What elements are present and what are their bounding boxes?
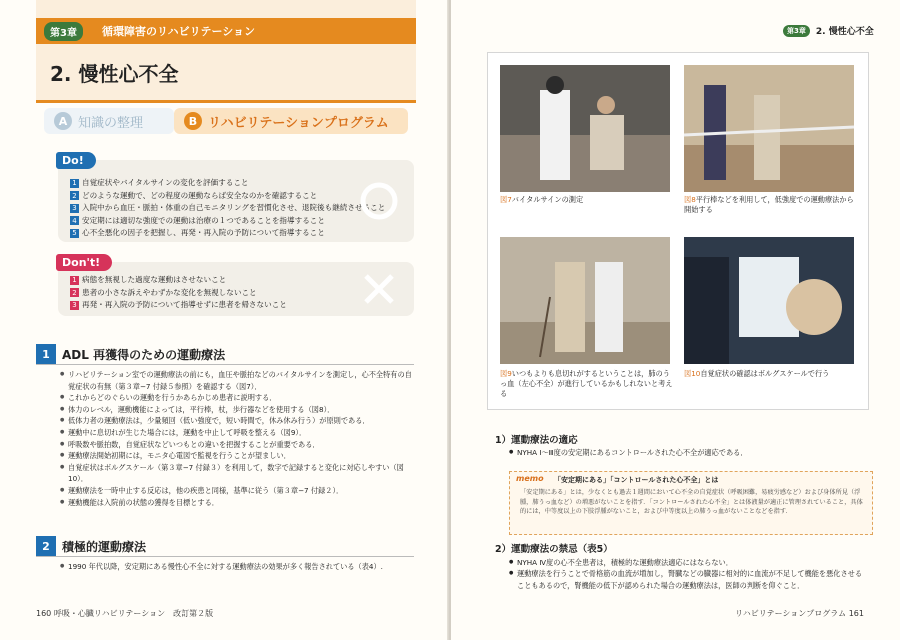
photo-walking-image	[500, 237, 670, 364]
figure-text: いつもよりも息切れがするということは，肺のうっ血（左心不全）が進行しているかもしれないと考える	[500, 369, 673, 398]
figure-text: 平行棒などを利用して，低強度での運動療法から開始する	[684, 195, 854, 214]
do-text: 自覚症状やバイタルサインの変化を評価すること	[82, 178, 249, 187]
subheading-contraindication: 2）運動療法の禁忌（表5）	[495, 544, 613, 555]
dont-list	[70, 274, 287, 312]
adl-item: ● 自覚症状はボルグスケール（第３章−7 付録３）を利用して，数字で記録すると変化に対応しやすい（図10）．	[60, 462, 415, 485]
photo-fig9	[500, 237, 670, 364]
chapter-title: 循環障害のリハビリテーション	[102, 25, 256, 38]
memo-title: 「安定期にある」「コントロールされた心不全」とは	[554, 476, 719, 484]
tab-b-label: リハビリテーションプログラム	[208, 115, 389, 131]
left-footer	[36, 608, 213, 619]
chapter-header	[36, 0, 416, 103]
contraindication-item: ● NYHA Ⅳ度の心不全患者は，積極的な運動療法適応にはならない．	[509, 557, 869, 568]
chapter-tag: 第3章	[44, 22, 83, 41]
adl-item: ● 運動中に息切れが生じた場合には，運動を中止して呼吸を整える（図9）．	[60, 427, 415, 439]
figure-text: 自覚症状の確認はボルグスケールで行う	[700, 369, 830, 378]
tab-program	[174, 108, 408, 134]
heading-title: 積極的運動療法	[62, 540, 147, 554]
footer-title: 呼吸・心臓リハビリテーション 改訂第２版	[53, 609, 214, 618]
active-item: ● 1990 年代以降，安定期にある慢性心不全に対する運動療法の効果が多く報告されている（表4）.	[60, 561, 415, 573]
dont-box	[58, 256, 414, 316]
figure-number: 図7	[500, 195, 512, 204]
contraindication-item: ● 運動療法を行うことで骨格筋の血流が増加し，腎臓などの臓器に相対的に血流が不足して機能を悪化させることもあるので，腎機能の低下が認められた場合の運動療法は，医師の判断を仰ぐこと．	[509, 568, 869, 591]
left-page	[0, 0, 449, 640]
adl-item: ● 呼吸数や脈拍数，自覚症状などいつもとの違いを把握することが重要である．	[60, 439, 415, 451]
do-num: 2	[70, 191, 79, 200]
heading-num: 1	[36, 344, 56, 364]
dont-item	[70, 299, 287, 312]
footer-title: リハビリテーションプログラム	[734, 609, 847, 618]
do-text: どのような運動で、どの程度の運動ならば安全なのかを確認すること	[82, 190, 318, 200]
dont-text: 患者の小さな訴えやわずかな変化を無視しないこと	[82, 287, 257, 297]
heading-title: ADL 再獲得のための運動療法	[62, 348, 226, 362]
header-tag: 第3章	[783, 25, 810, 37]
running-header	[783, 24, 874, 37]
do-item	[70, 227, 385, 240]
dont-text: 再発・再入院の予防について指導せずに患者を帰さないこと	[82, 300, 287, 309]
adl-item: ● 低体力者の運動療法は，少量頻回（低い強度で，短い時間で，休み休み行う）が原則である．	[60, 415, 415, 427]
dont-text: 病態を無視した過度な運動はさせないこと	[82, 275, 227, 284]
subheading-indication: 1）運動療法の適応	[495, 435, 578, 446]
dont-num: 3	[70, 301, 79, 310]
do-label: Do!	[56, 152, 96, 169]
heading-active	[36, 536, 414, 557]
figure-number: 図9	[500, 369, 512, 378]
photo-fig10	[684, 237, 854, 364]
cross-icon	[358, 268, 400, 310]
indication-item: ● NYHA Ⅰ～Ⅲ度の安定期にあるコントロールされた心不全が適応である．	[509, 447, 869, 458]
do-num: 1	[70, 179, 79, 188]
right-footer	[735, 608, 864, 619]
photo-vitals-image	[500, 65, 670, 192]
caption-fig8	[684, 195, 860, 215]
caption-fig7	[500, 195, 676, 205]
heading-num: 2	[36, 536, 56, 556]
adl-item: ● 体力のレベル，運動機能によっては，平行棒，杖，歩行器などを使用する（図8）．	[60, 404, 415, 416]
dont-item	[70, 287, 287, 300]
dont-num: 1	[70, 276, 79, 285]
dont-item	[70, 274, 287, 287]
active-list	[60, 561, 415, 573]
tab-a-badge: A	[54, 112, 72, 130]
circle-icon	[358, 180, 400, 222]
do-item	[70, 190, 385, 203]
do-item	[70, 177, 385, 190]
photo-fig8	[684, 65, 854, 192]
adl-list	[60, 369, 415, 508]
dont-num: 2	[70, 288, 79, 297]
photo-parallel-bars-image	[684, 65, 854, 192]
do-box	[58, 154, 414, 242]
memo-body: 「安定期にある」とは，少なくとも過去１週間において心不全の自覚症状（呼吸困難，易疲労感など）および身体所見（浮腫，肺うっ血など）の増悪がないことを指す．「コントロールされた心不全」とは体液量が適正に管理されていること，具体的には，中等度以上の下肢浮腫がないこと，および中等度以上の肺うっ血がないことなどを指す．	[520, 489, 863, 515]
photo-borg-scale-image	[684, 237, 854, 364]
do-text: 入院中から血圧・脈拍・体重の自己モニタリングを習慣化させ、退院後も継続させること	[82, 203, 386, 212]
contraindication-list	[509, 557, 869, 591]
photo-fig7	[500, 65, 670, 192]
indication-list	[509, 447, 869, 458]
figure-number: 図10	[684, 369, 701, 378]
adl-item: ● リハビリテーション室での運動療法の前にも，血圧や脈拍などのバイタルサインを測定し，心不全特有の自覚症状の有無（第３章−7 付録５参照）を確認する（図7）．	[60, 369, 415, 392]
tab-b-badge: B	[184, 112, 202, 130]
do-num: 3	[70, 204, 79, 213]
caption-fig9	[500, 369, 676, 399]
header-title: 2. 慢性心不全	[815, 27, 874, 37]
figure-panel	[487, 52, 869, 410]
memo-label: memo	[516, 474, 544, 483]
do-text: 安定期には適切な強度での運動は治療の１つであることを指導すること	[82, 215, 325, 225]
do-item	[70, 202, 385, 215]
right-page	[451, 0, 900, 640]
memo-box	[509, 471, 873, 535]
adl-item: ● これからどのぐらいの運動を行うかあらかじめ患者に説明する．	[60, 392, 415, 404]
do-num: 5	[70, 229, 79, 238]
tab-knowledge	[44, 108, 174, 134]
tab-a-label: 知識の整理	[78, 115, 144, 131]
do-item	[70, 215, 385, 228]
dont-label: Don't!	[56, 254, 112, 271]
adl-item: ● 運動機能は入院前の状態の獲得を目標とする．	[60, 497, 415, 509]
adl-item: ● 運動療法開始初期には，モニタ心電図で監視を行うことが望ましい．	[60, 450, 415, 462]
do-text: 心不全悪化の因子を把握し、再発・再入院の予防について指導すること	[82, 228, 325, 237]
adl-item: ● 運動療法を一時中止する反応は，他の疾患と同様，基準に従う（第３章−7 付録２）．	[60, 485, 415, 497]
page-number: 161	[848, 609, 864, 618]
do-num: 4	[70, 216, 79, 225]
figure-number: 図8	[684, 195, 696, 204]
figure-text: バイタルサインの測定	[511, 195, 584, 204]
do-list	[70, 177, 385, 240]
heading-adl	[36, 344, 414, 365]
caption-fig10	[684, 369, 860, 379]
page-number: 160	[36, 609, 52, 618]
section-title: 2. 慢性心不全	[50, 62, 179, 86]
